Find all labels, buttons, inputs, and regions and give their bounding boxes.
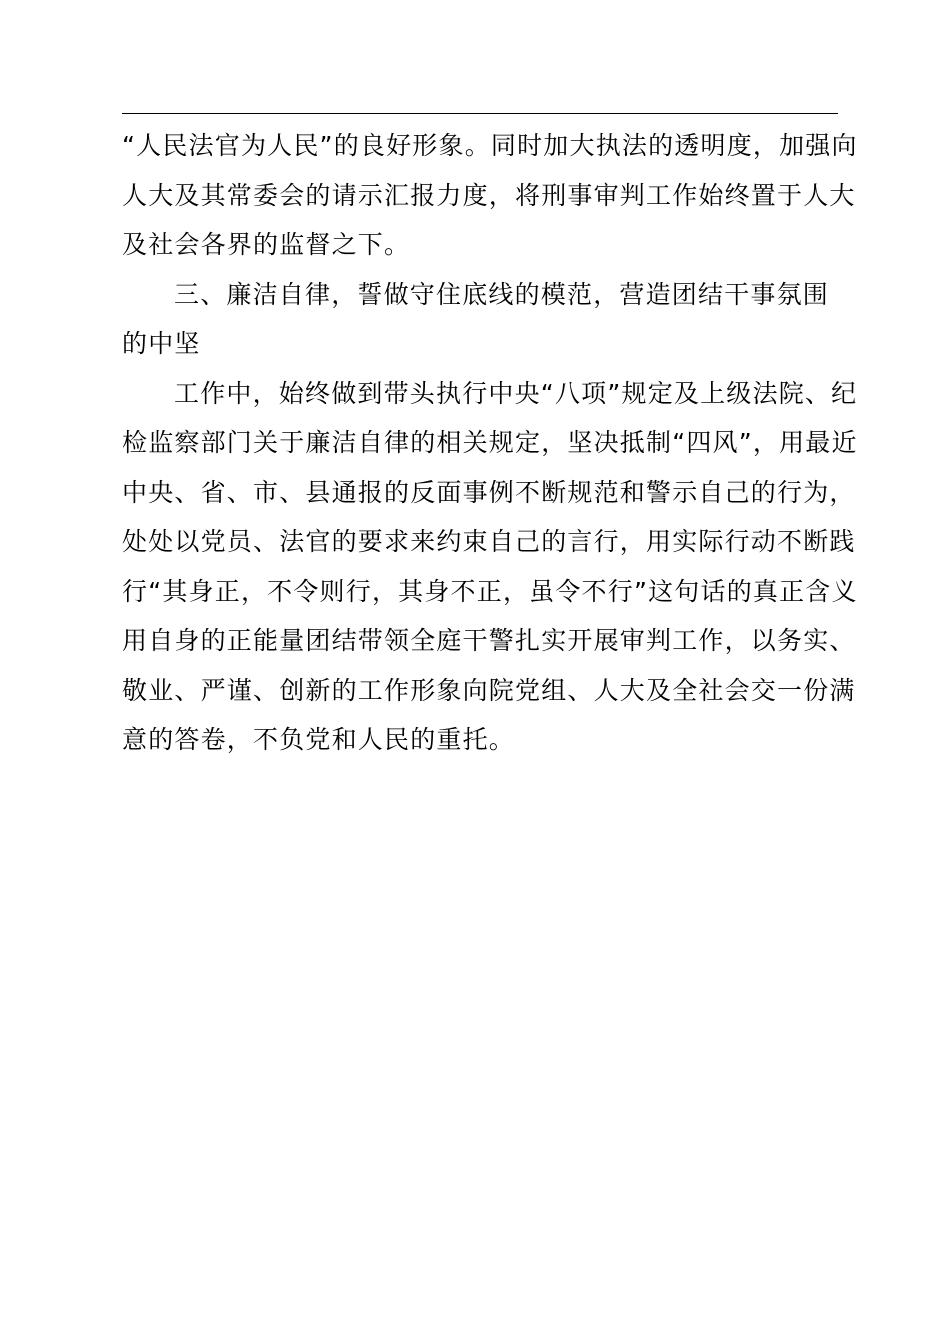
text-line: 敬业、严谨、创新的工作形象向院党组、人大及全社会交一份满 bbox=[122, 675, 856, 705]
heading-line: 的中坚 bbox=[122, 329, 201, 358]
text-line: 意的答卷，不负党和人民的重托。 bbox=[122, 725, 516, 754]
text-line: 用自身的正能量团结带领全庭干警扎实开展审判工作，以务实、 bbox=[122, 626, 856, 655]
paragraph-continuation bbox=[122, 121, 858, 270]
section-heading bbox=[122, 270, 838, 369]
text-line: 行“其身正，不令则行，其身不正，虽令不行”这句话的真正含义 bbox=[122, 576, 858, 606]
document-body bbox=[122, 121, 858, 765]
text-line: 处处以党员、法官的要求来约束自己的言行，用实际行动不断践 bbox=[122, 527, 856, 556]
text-line: 及社会各界的监督之下。 bbox=[122, 230, 411, 259]
text-line: 中央、省、市、县通报的反面事例不断规范和警示自己的行为， bbox=[122, 477, 856, 507]
text-line: 人大及其常委会的请示汇报力度，将刑事审判工作始终置于人大 bbox=[122, 180, 856, 210]
paragraph-section-body bbox=[122, 369, 858, 765]
text-line: 工作中，始终做到带头执行中央“八项”规定及上级法院、纪 bbox=[174, 378, 858, 408]
header-rule bbox=[122, 113, 838, 114]
text-line: 检监察部门关于廉洁自律的相关规定，坚决抵制“四风”，用最近 bbox=[122, 428, 858, 457]
text-line: “人民法官为人民”的良好形象。同时加大执法的透明度，加强向 bbox=[122, 131, 858, 160]
heading-line: 三、廉洁自律，誓做守住底线的模范，营造团结干事氛围 bbox=[174, 279, 830, 309]
